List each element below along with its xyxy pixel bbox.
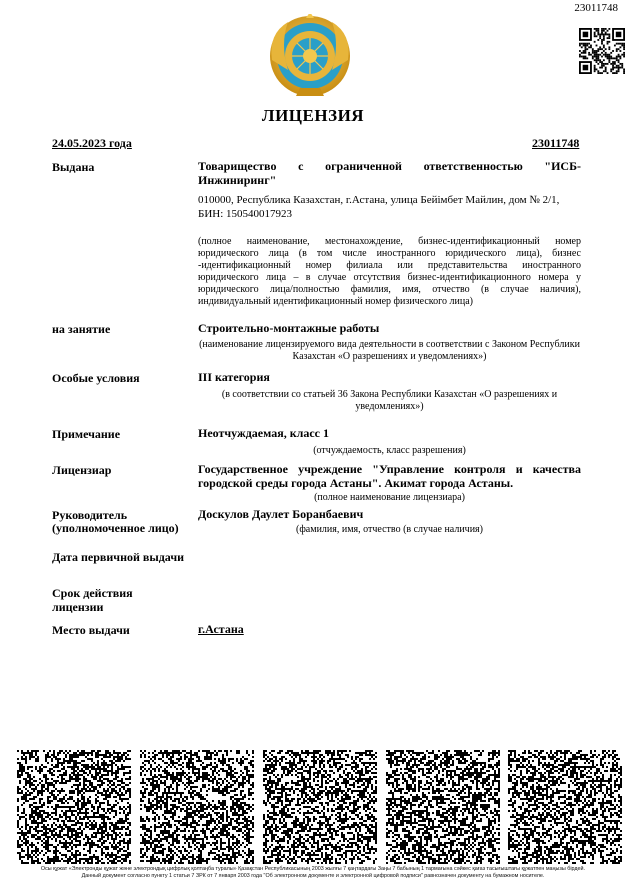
activity-label: на занятие [52, 322, 111, 336]
licensor-label: Лицензиар [52, 463, 112, 477]
special-conditions-label: Особые условия [52, 371, 140, 385]
qr-code-small [579, 28, 625, 74]
document-number-top: 23011748 [574, 2, 618, 14]
licensor-note: (полное наименование лицензиара) [314, 492, 465, 503]
first-issue-label: Дата первичной выдачи [52, 550, 185, 564]
remark-value: Неотчуждаемая, класс 1 [198, 426, 329, 440]
remark-label: Примечание [52, 427, 121, 441]
head-note: (фамилия, имя, отчество (в случае наличия) [296, 524, 483, 535]
activity-value: Строительно-монтажные работы [198, 321, 380, 335]
footer-line-kz: Осы құжат «Электронды құжат және электрондық цифрлық қолтаңба туралы» Қазақстан Республикасының 2003 жылғы 7 қаңтардағы Заңы 7 бабының 1 тармағына сәйкес қағаз тасығыштағы құжатпен маңызы бірдей. [40, 866, 586, 872]
head-value: Доскулов Даулет Боранбаевич [198, 507, 364, 521]
special-conditions-note: (в соответствии со статьей 36 Закона Республики Казахстан «О разрешениях и уведомлениях») [221, 389, 558, 412]
head-label: Руководитель [52, 508, 128, 522]
special-conditions-value: III категория [198, 370, 270, 384]
validity-sublabel: лицензии [52, 600, 104, 614]
license-date: 24.05.2023 года [52, 136, 132, 150]
datamatrix-code-2 [140, 750, 254, 864]
activity-note: (наименование лицензируемого вида деятельности в соответствии с Законом Республики Казахстан «О разрешениях и уведомлениях») [199, 339, 580, 362]
place-value: г.Астана [198, 622, 244, 636]
issued-to-label: Выдана [52, 160, 95, 174]
state-emblem-icon [266, 14, 354, 100]
datamatrix-code-4 [386, 750, 500, 864]
datamatrix-code-3 [263, 750, 377, 864]
validity-label: Срок действия [52, 586, 133, 600]
remark-note: (отчуждаемость, класс разрешения) [313, 445, 466, 456]
issued-to-address: 010000, Республика Казахстан, г.Астана, улица Бейімбет Майлин, дом № 2/1, [198, 194, 560, 206]
issued-to-name: Товарищество с ограниченной ответственностью "ИСБ-Инжиниринг" [198, 159, 581, 187]
datamatrix-code-5 [508, 750, 622, 864]
footer-line-ru: Данный документ согласно пункту 1 статьи 7 ЗРК от 7 января 2003 года "Об электронном документе и электронной цифровой подписи" равнозначен документу на бумажном носителе. [81, 873, 545, 879]
datamatrix-code-1 [17, 750, 131, 864]
page-title: ЛИЦЕНЗИЯ [261, 106, 365, 125]
license-number: 23011748 [532, 136, 580, 150]
footer-legal-note [0, 866, 626, 880]
issued-to-bin: БИН: 150540017923 [198, 208, 293, 220]
issued-to-note: (полное наименование, местонахождение, бизнес-идентификационный номер юридического лица (в том числе иностранного юридического лица), бизнес -идентификационный номер филиала или представительства иностранного юридического лица – в случае отсутствия бизнес-идентификационного номера у юридического лица/полностью фамилия, имя, отчество (в случае наличия), индивидуальный идентификационный номер физического лица) [198, 236, 581, 307]
head-sublabel: (уполномоченное лицо) [52, 521, 179, 535]
place-label: Место выдачи [52, 623, 130, 637]
licensor-value: Государственное учреждение "Управление контроля и качества городской среды города Астаны". Акимат города Астаны. [198, 462, 581, 490]
